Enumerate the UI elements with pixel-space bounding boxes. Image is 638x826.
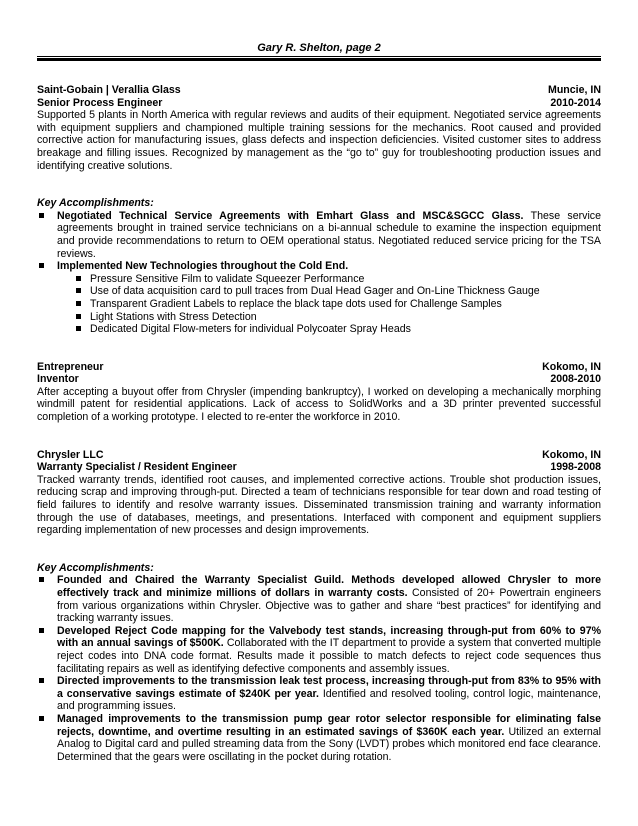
accomplishment-text: These service agreements brought in trained service technicians on a bi-annual schedule to examine the inspection equipment and provide recommendations to return to OEM operational status. Negotiated reduced service pricing for the TSA reviews. xyxy=(57,209,601,260)
job-title-row xyxy=(37,373,601,386)
job-title-row xyxy=(37,461,601,474)
accomplishment-item xyxy=(37,574,601,624)
resume-content xyxy=(37,84,601,763)
job-title: Inventor xyxy=(37,373,79,386)
job-heading-row xyxy=(37,449,601,462)
sub-item: Light Stations with Stress Detection xyxy=(37,311,601,324)
technology-sublist xyxy=(37,273,601,336)
sub-item: Pressure Sensitive Film to validate Squeezer Performance xyxy=(37,273,601,286)
job-description: Tracked warranty trends, identified root causes, and implemented corrective actions. Trouble shot production issues, reducing scrap and improving through-put. Directed a team of technicians responsible for tear down and road testing of field failures to identify and resolve warranty issues. Disseminated transmission training and warranty information through the use of databases, meetings, and presentations. Interfaced with component and equipment suppliers regarding implementation of new processes and design improvements. xyxy=(37,473,601,537)
sub-item: Dedicated Digital Flow-meters for individual Polycoater Spray Heads xyxy=(37,323,601,336)
job-dates: 2008-2010 xyxy=(550,373,601,386)
job-description: After accepting a buyout offer from Chrysler (impending bankruptcy), I worked on developing a mechanically morphing windmill patent for residential applications. Lack of access to SolidWorks and a 3D printer prevented successful completion of a working prototype. I elected to re-enter the workforce in 2010. xyxy=(37,385,601,424)
job-location: Muncie, IN xyxy=(548,84,601,96)
job-title-row xyxy=(37,97,601,110)
accomplishment-item xyxy=(37,713,601,763)
accomplishment-item xyxy=(37,260,601,273)
sub-item: Use of data acquisition card to pull traces from Dual Head Gager and On-Line Thickness Gauge xyxy=(37,285,601,298)
accomplishment-bold: Developed Reject Code mapping for the Valvebody test stands, increasing through-put from 60% to 97% with an annual savings of $500K. xyxy=(57,624,601,650)
key-accomplishments-heading: Key Accomplishments: xyxy=(37,561,154,574)
accomplishment-bold: Managed improvements to the transmission pump gear rotor selector responsible for eliminating false rejects, downtime, and overtime resulting in an estimated savings of $360K each year. xyxy=(57,712,601,738)
accomplishment-text: Utilized an external Analog to Digital card and pulled streaming data from the Sony (LVDT) probes which monitored end face clearance. Determined that the gears were oscillating in the pocket during rotation. xyxy=(57,725,601,763)
job-heading-row xyxy=(37,361,601,374)
job-dates: 1998-2008 xyxy=(550,461,601,474)
accomplishment-text: Consisted of 20+ Powertrain engineers from various organizations within Chrysler. Objective was to gather and share “best practices” for identifying and tracking warranty issues. xyxy=(57,587,602,625)
accomplishment-text: Collaborated with the IT department to provide a system that converted multiple reject codes into DNA code format. Results made it possible to match defects to reject code sequences thus facilitating repairs as well as identifying defective components and assembly issues. xyxy=(57,637,601,675)
page-header: Gary R. Shelton, page 2 xyxy=(257,42,381,54)
company-name: Entrepreneur xyxy=(37,360,104,373)
company-name: Saint-Gobain | Verallia Glass xyxy=(37,84,181,96)
job-title: Warranty Specialist / Resident Engineer xyxy=(37,461,237,474)
accomplishment-text: Identified and resolved tooling, control logic, maintenance, and programming issues. xyxy=(57,687,601,713)
job-description: Supported 5 plants in North America with regular reviews and audits of their equipment. Negotiated service agreements with equipment suppliers and championed multiple training sessions for the mechanics. Root caused and provided corrective action for manufacturing issues, glass defects and inspection deficiencies. Visited customer sites to address breakage and filling issues. Recognized by management as the “go to” guy for troubleshooting production issues and identifying creative solutions. xyxy=(37,109,601,172)
job-chrysler xyxy=(37,449,601,764)
accomplishment-bold: Negotiated Technical Service Agreements with Emhart Glass and MSC&SGCC Glass. xyxy=(57,209,524,222)
job-location: Kokomo, IN xyxy=(542,448,601,461)
accomplishment-item xyxy=(37,625,601,675)
job-heading-row xyxy=(37,84,601,97)
job-location: Kokomo, IN xyxy=(542,360,601,373)
header-divider-thin xyxy=(37,56,601,57)
job-dates: 2010-2014 xyxy=(550,96,601,109)
sub-item: Transparent Gradient Labels to replace the black tape dots used for Challenge Samples xyxy=(37,298,601,311)
job-saint-gobain xyxy=(37,84,601,336)
accomplishment-bold: Implemented New Technologies throughout the Cold End. xyxy=(57,260,349,273)
key-accomplishments-heading: Key Accomplishments: xyxy=(37,197,154,210)
job-title: Senior Process Engineer xyxy=(37,96,163,109)
accomplishment-item xyxy=(37,210,601,260)
accomplishment-list xyxy=(37,210,601,273)
accomplishment-bold: Founded and Chaired the Warranty Specialist Guild. Methods developed allowed Chrysler to more effectively track and minimize millions of dollars in warranty costs. xyxy=(57,574,601,599)
accomplishment-list xyxy=(37,574,601,763)
job-entrepreneur xyxy=(37,361,601,424)
header-divider-thick xyxy=(37,58,601,61)
accomplishment-item xyxy=(37,675,601,713)
company-name: Chrysler LLC xyxy=(37,448,104,461)
accomplishment-bold: Directed improvements to the transmission leak test process, increasing through-put from 83% to 95% with a conservative savings estimate of $240K per year. xyxy=(57,675,601,700)
